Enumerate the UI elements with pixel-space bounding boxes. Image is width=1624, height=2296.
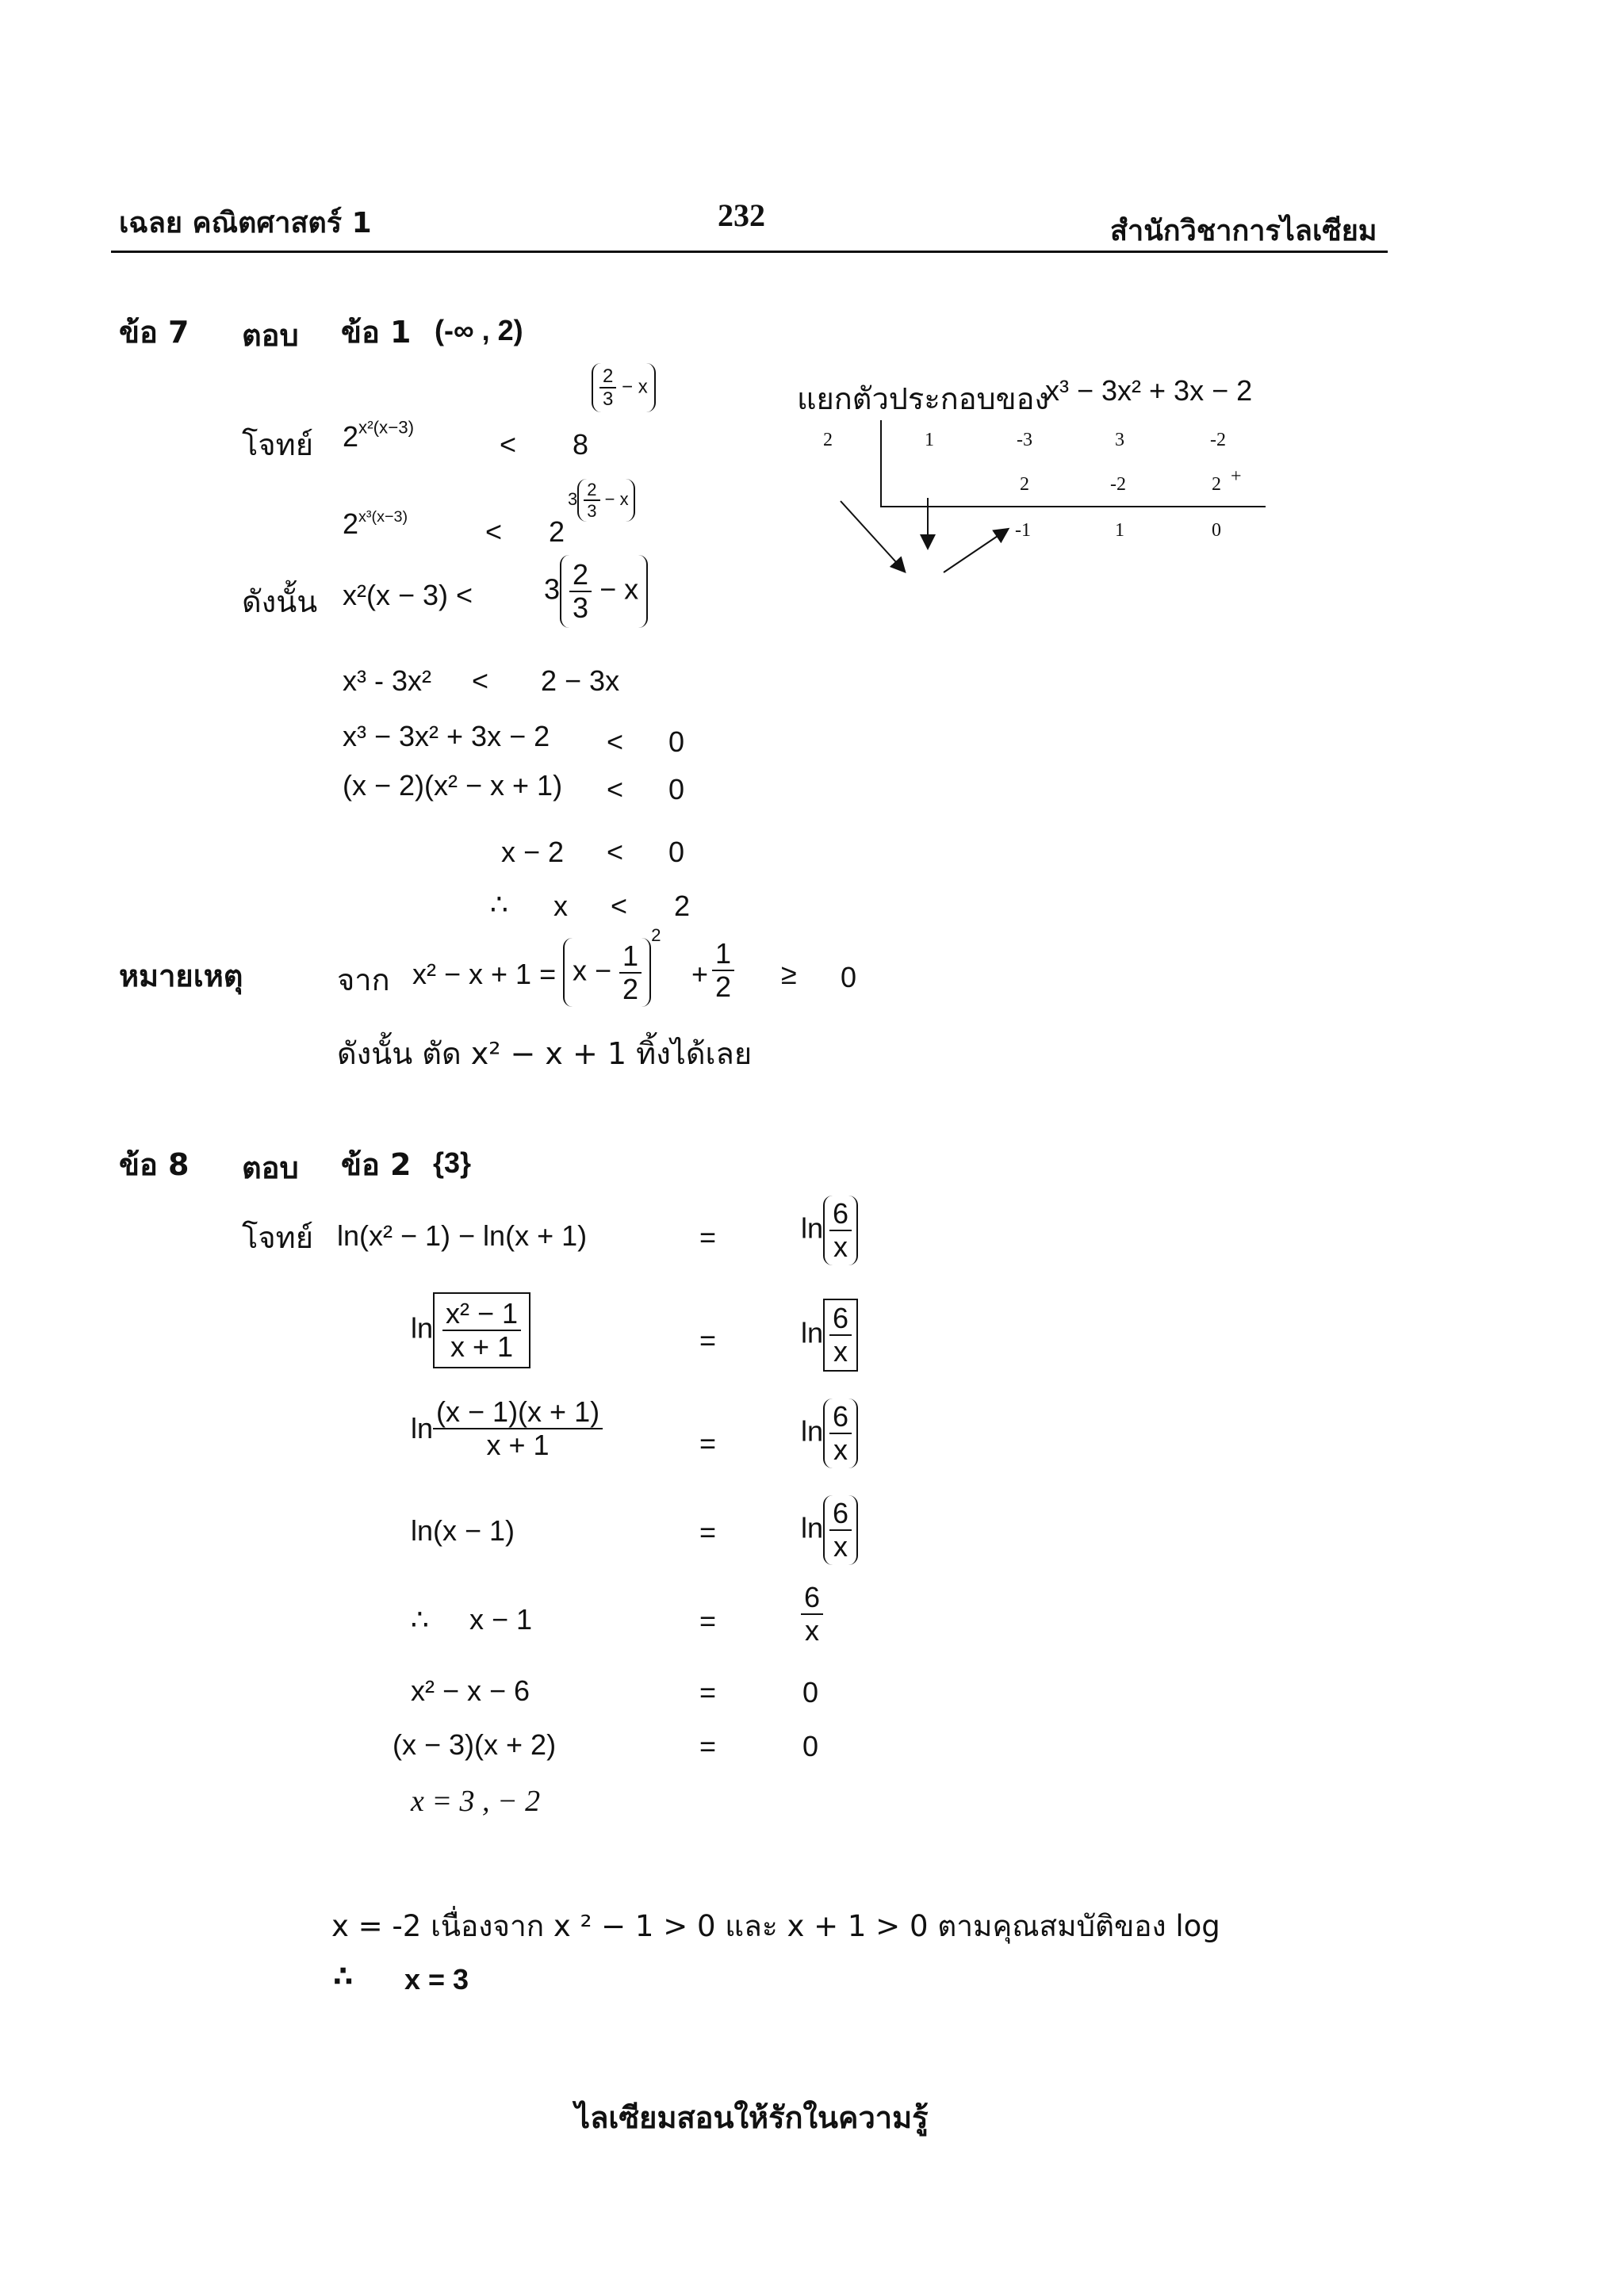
q7-l1-lhs: $2^{x^2(x-3)}$ xyxy=(343,417,415,453)
q8-answer-value: {3} xyxy=(433,1146,472,1179)
q7-therefore-word: ดังนั้น xyxy=(242,584,318,619)
q7-l7-rhs: 0 xyxy=(668,836,685,868)
q8-answer-word: ตอบ xyxy=(242,1150,299,1185)
q7-answer-value: (-∞ , 2) xyxy=(435,314,523,346)
q8-l5-lhs: x − 1 xyxy=(469,1603,533,1636)
note-half: $\frac{1}{2}$ xyxy=(712,939,734,1002)
note-square-term: x − $\frac{1}{2}$ $^2$ xyxy=(563,936,661,1007)
q8-l4-eq: = xyxy=(699,1516,717,1548)
q7-l1-rhs-exp: $\frac{2}{3}$ − x xyxy=(592,363,656,412)
q8-label: ข้อ 8 xyxy=(119,1147,190,1182)
q8-l3-eq: = xyxy=(699,1427,717,1460)
synthetic-r1-c3: 3 xyxy=(1115,430,1124,450)
q7-l3-rhs: 3 $\frac{2}{3}$ − x xyxy=(544,555,648,628)
q8-final: x = 3 xyxy=(404,1963,469,1996)
q7-l2-lt: < xyxy=(485,515,503,548)
q7-l7-lhs: x − 2 xyxy=(501,836,565,868)
q7-answer-word: ตอบ xyxy=(242,318,299,353)
q8-l7-eq: = xyxy=(699,1730,717,1762)
q7-l5-rhs: 0 xyxy=(668,725,685,758)
synthetic-r3-c3: 0 xyxy=(1212,520,1221,541)
synthetic-r1-c2: -3 xyxy=(1017,430,1032,450)
q7-l8-lhs: x xyxy=(553,890,568,922)
q7-l6-lhs: (x − 2)(x² − x + 1) xyxy=(343,769,563,802)
q7-l2-rhs-base: 2 xyxy=(549,515,565,548)
note-line2: ดังนั้น ตัด x² − x + 1 ทิ้งได้เลย xyxy=(337,1036,753,1071)
q8-l5-eq: = xyxy=(699,1605,717,1637)
q8-answer-choice: ข้อ 2 xyxy=(341,1147,412,1182)
synthetic-title: แยกตัวประกอบของ xyxy=(797,381,1050,416)
note-geq: ≥ xyxy=(781,958,797,990)
q7-l4-lhs: x³ - 3x² xyxy=(343,664,431,697)
q7-l4-lt: < xyxy=(472,664,489,697)
synthetic-r1-c4: -2 xyxy=(1210,430,1226,450)
q7-l7-lt: < xyxy=(607,836,624,868)
note-expr-lhs: x² − x + 1 = xyxy=(412,958,557,990)
q8-l1-rhs: ln $\frac{6}{x}$ xyxy=(801,1196,858,1265)
synthetic-divisor: 2 xyxy=(823,430,833,450)
q8-l2-eq: = xyxy=(699,1324,717,1357)
q8-l6-lhs: x² − x − 6 xyxy=(411,1674,530,1707)
q7-l8-lt: < xyxy=(611,890,628,922)
q8-l6-eq: = xyxy=(699,1676,717,1709)
synthetic-r1-c1: 1 xyxy=(925,430,934,450)
synthetic-r2-c2: 2 xyxy=(1020,474,1029,495)
q8-l4-lhs: ln(x − 1) xyxy=(411,1514,515,1547)
header-left: เฉลย คณิตศาสตร์ 1 xyxy=(119,207,372,239)
footer: ไลเซียมสอนให้รักในความรู้ xyxy=(575,2100,929,2135)
q7-l1-lt: < xyxy=(500,428,517,461)
q7-problem-word: โจทย์ xyxy=(242,427,313,462)
q7-l5-lhs: x³ − 3x² + 3x − 2 xyxy=(343,720,550,752)
q8-l2-lhs: ln $\frac{\text{x² − 1}}{x + 1}$ xyxy=(411,1292,530,1368)
q7-l2-rhs-exp: 3 $\frac{2}{3}$ − x xyxy=(568,479,635,522)
q7-l6-lt: < xyxy=(607,773,624,806)
synthetic-r3-c2: 1 xyxy=(1115,520,1124,541)
header-right: สำนักวิชาการไลเซียม xyxy=(1110,215,1377,247)
q8-l8: x = 3 , − 2 xyxy=(411,1785,541,1818)
note-from-word: จาก xyxy=(337,962,390,997)
q8-l2-rhs: ln $\frac{6}{x}$ xyxy=(801,1299,858,1372)
q8-l3-lhs: ln $\frac{(x - 1)(x + 1)}{x + 1}$ xyxy=(411,1397,603,1460)
header-rule xyxy=(111,251,1388,253)
q7-label: ข้อ 7 xyxy=(119,315,190,350)
q8-l4-rhs: ln $\frac{6}{x}$ xyxy=(801,1495,858,1565)
q7-l3-lhs: x²(x − 3) < xyxy=(343,579,473,611)
note-zero: 0 xyxy=(841,961,857,993)
synthetic-r2-c3: -2 xyxy=(1110,474,1126,495)
q7-l8-rhs: 2 xyxy=(674,890,691,922)
q8-problem-word: โจทย์ xyxy=(242,1220,313,1255)
q7-l5-lt: < xyxy=(607,725,624,758)
synthetic-arrows-icon xyxy=(825,484,1031,587)
q7-l4-rhs: 2 − 3x xyxy=(541,664,620,697)
q8-l7-lhs: (x − 3)(x + 2) xyxy=(393,1728,557,1761)
synthetic-plus: + xyxy=(1231,466,1242,487)
page-number: 232 xyxy=(718,197,765,233)
q8-l6-rhs: 0 xyxy=(802,1676,819,1709)
q8-l1-lhs: ln(x² − 1) − ln(x + 1) xyxy=(337,1219,588,1252)
synthetic-r3-c1: -1 xyxy=(1015,520,1031,541)
q7-answer-choice: ข้อ 1 xyxy=(341,315,412,350)
note-label: หมายเหตุ xyxy=(119,959,243,993)
q7-l6-rhs: 0 xyxy=(668,773,685,806)
q8-final-therefore: ∴ xyxy=(333,1960,354,1992)
q7-l8-therefore: ∴ xyxy=(490,888,508,920)
q8-l5-therefore: ∴ xyxy=(411,1603,429,1636)
synthetic-poly: x³ − 3x² + 3x − 2 xyxy=(1045,374,1253,407)
q7-l1-rhs-base: 8 xyxy=(573,428,589,461)
q7-l2-lhs: $2^{x^3(x-3)}$ xyxy=(343,507,408,540)
q8-l3-rhs: ln $\frac{6}{x}$ xyxy=(801,1399,858,1468)
q8-l1-eq: = xyxy=(699,1221,717,1253)
q8-reason: x = -2 เนื่องจาก x ² − 1 > 0 และ x + 1 > 0 ตามคุณสมบัติของ log xyxy=(331,1909,1220,1943)
q8-l5-rhs: $\frac{6}{x}$ xyxy=(801,1582,823,1646)
q8-l7-rhs: 0 xyxy=(802,1730,819,1762)
synthetic-r2-c4: 2 xyxy=(1212,474,1221,495)
note-plus: + xyxy=(691,958,709,990)
